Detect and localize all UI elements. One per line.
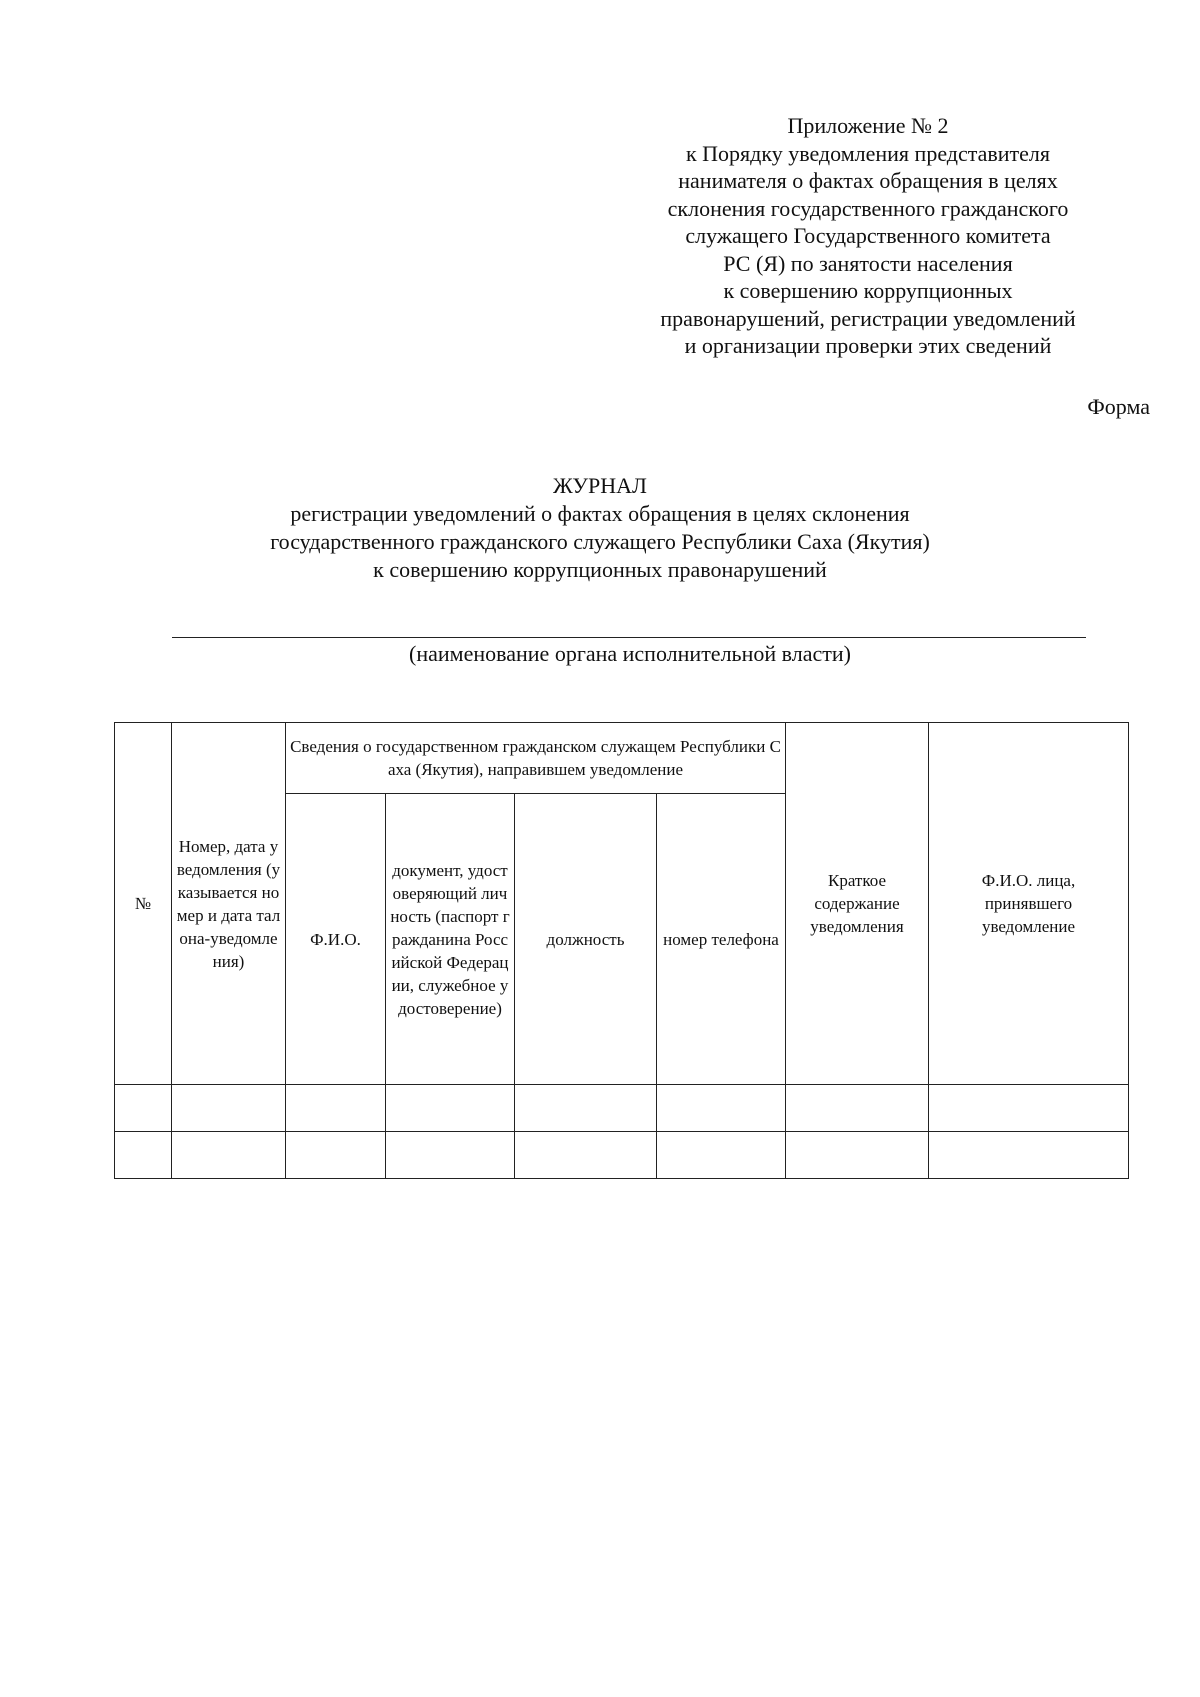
header-position: должность xyxy=(515,794,657,1085)
appendix-line: и организации проверки этих сведений xyxy=(684,333,1052,358)
table-cell xyxy=(657,1085,786,1132)
journal-subtitle-line: регистрации уведомлений о фактах обращения в целях склонения xyxy=(290,501,910,526)
organ-name-caption: (наименование органа исполнительной власти) xyxy=(409,641,851,666)
journal-subtitle-line: к совершению коррупционных правонарушений xyxy=(373,557,827,582)
table-cell xyxy=(657,1132,786,1179)
table-cell xyxy=(115,1132,172,1179)
appendix-line: склонения государственного гражданского xyxy=(667,195,1069,221)
registration-table xyxy=(114,722,1129,1179)
table-row xyxy=(115,1085,1129,1132)
table-cell xyxy=(929,1132,1129,1179)
header-notice-number-date: Номер, дата уведомления (указывается номер и дата талона-уведомления) xyxy=(172,723,286,1085)
journal-heading xyxy=(0,472,1200,584)
appendix-line: РС (Я) по занятости населения xyxy=(723,250,1013,276)
header-phone-number: номер телефона xyxy=(657,794,786,1085)
table-cell xyxy=(386,1132,515,1179)
journal-title: ЖУРНАЛ xyxy=(553,473,647,498)
appendix-line: правонарушений, регистрации уведомлений xyxy=(660,305,1076,331)
header-identity-document: документ, удостоверяющий личность (паспорт гражданина Российской Федерации, служебное удостоверение) xyxy=(386,794,515,1085)
form-label: Форма xyxy=(1087,394,1150,419)
table-row xyxy=(115,1132,1129,1179)
table-cell xyxy=(172,1132,286,1179)
appendix-line: служащего Государственного комитета xyxy=(685,223,1051,248)
table-cell xyxy=(286,1132,386,1179)
header-full-name: Ф.И.О. xyxy=(286,794,386,1085)
table-cell xyxy=(786,1085,929,1132)
journal-subtitle-line: государственного гражданского служащего Республики Саха (Якутия) xyxy=(270,529,930,554)
table-cell xyxy=(286,1085,386,1132)
header-receiver-name: Ф.И.О. лица, принявшего уведомление xyxy=(929,723,1129,1085)
appendix-line: к Порядку уведомления представителя xyxy=(685,140,1051,166)
appendix-block xyxy=(628,112,1108,360)
table-cell xyxy=(115,1085,172,1132)
table-cell xyxy=(172,1085,286,1132)
appendix-line: к совершению коррупционных xyxy=(723,278,1013,303)
appendix-line: нанимателя о фактах обращения в целях xyxy=(678,168,1058,193)
header-servant-info-group: Сведения о государственном гражданском служащем Республики Саха (Якутия), направившем уведомление xyxy=(286,723,786,794)
organ-name-blank-line xyxy=(172,637,1086,638)
table-cell xyxy=(515,1132,657,1179)
appendix-line: Приложение № 2 xyxy=(787,113,949,138)
table-cell xyxy=(515,1085,657,1132)
header-summary: Краткое содержание уведомления xyxy=(786,723,929,1085)
table-cell xyxy=(386,1085,515,1132)
table-header-row xyxy=(115,723,1129,794)
header-number: № xyxy=(115,723,172,1085)
table-cell xyxy=(786,1132,929,1179)
table-cell xyxy=(929,1085,1129,1132)
